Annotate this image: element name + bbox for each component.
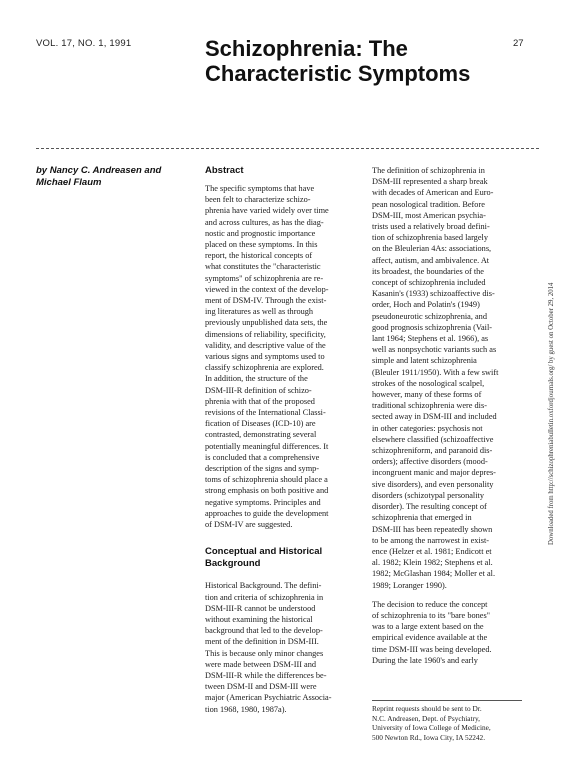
- text-line: what constitutes the "characteristic: [205, 262, 321, 272]
- text-line: of schizophrenia to its "bare bones": [372, 610, 491, 620]
- article-title-line: Characteristic Symptoms: [205, 61, 471, 86]
- text-line: 1989; Loranger 1990).: [372, 580, 447, 590]
- text-line: DSM-III, most American psychia-: [372, 210, 486, 220]
- text-line: phrenia have varied widely over time: [205, 206, 329, 216]
- text-line: traditional schizophrenia were dis-: [372, 401, 487, 411]
- text-line: to be among the narrowest in exist-: [372, 535, 490, 545]
- text-line: Reprint requests should be sent to Dr.: [372, 704, 482, 713]
- section-heading: [205, 546, 357, 570]
- text-line: however, many of these forms of: [372, 390, 482, 400]
- text-line: lant 1964; Stephens et al. 1966), as: [372, 334, 489, 344]
- text-line: well as nonpsychotic variants such as: [372, 345, 497, 355]
- abstract-body: [205, 183, 357, 530]
- text-line: potentially meaningful differences. It: [205, 441, 329, 451]
- download-notice-text: Downloaded from http://schizophreniabulletin.oxfordjournals.org/ by guest on October 29, 2014: [548, 282, 555, 545]
- section-heading-line: Background: [205, 558, 261, 570]
- text-line: nostic and prognostic importance: [205, 228, 316, 238]
- text-line: its broadest, the boundaries of the: [372, 266, 484, 276]
- text-line: affect, autism, and ambivalence. At: [372, 255, 490, 265]
- text-line: been felt to characterize schizo-: [205, 195, 311, 205]
- text-line: The decision to reduce the concept: [372, 599, 488, 609]
- text-line: fication of Diseases (ICD-10) are: [205, 419, 316, 429]
- column-left: [205, 165, 357, 715]
- text-line: classify schizophrenia are explored.: [205, 363, 324, 373]
- text-line: toms of schizophrenia should place a: [205, 475, 328, 485]
- text-line: In addition, the structure of the: [205, 374, 308, 384]
- text-line: of DSM-IV are suggested.: [205, 520, 293, 530]
- article-title: [205, 36, 535, 86]
- section-body: [205, 580, 357, 714]
- text-line: with decades of American and Euro-: [372, 188, 494, 198]
- text-line: and across cultures, as has the diag-: [205, 217, 324, 227]
- text-line: disorders (schizotypal personality: [372, 490, 484, 500]
- text-line: in other categories: psychosis not: [372, 423, 483, 433]
- text-line: disorder). The resulting concept of: [372, 502, 487, 512]
- text-line: good prognosis schizophrenia (Vail-: [372, 322, 493, 332]
- text-line: pean nosological tradition. Before: [372, 199, 485, 209]
- text-line: negative symptoms. Principles and: [205, 497, 321, 507]
- text-line: sected away in DSM-III and included: [372, 412, 497, 422]
- text-line: strong emphasis on both positive and: [205, 486, 329, 496]
- text-line: simple and latent schizophrenia: [372, 356, 477, 366]
- text-line: empirical evidence available at the: [372, 633, 488, 643]
- text-line: without examining the historical: [205, 614, 313, 624]
- text-line: phrenia with that of the proposed: [205, 396, 315, 406]
- text-line: elsewhere classified (schizoaffective: [372, 434, 494, 444]
- text-line: DSM-III-R cannot be understood: [205, 603, 316, 613]
- text-line: orders); affective disorders (mood-: [372, 457, 488, 467]
- text-line: DSM-III-R definition of schizo-: [205, 385, 312, 395]
- authors: [36, 165, 186, 189]
- article-title-line: Schizophrenia: The: [205, 36, 408, 61]
- text-line: Historical Background. The defini-: [205, 581, 322, 591]
- text-line: was to a large extent based on the: [372, 622, 484, 632]
- body-paragraph: [372, 599, 522, 666]
- text-line: on the Bleulerian 4As: associations,: [372, 244, 492, 254]
- text-line: tion and criteria of schizophrenia in: [205, 592, 324, 602]
- text-line: contrasted, demonstrating several: [205, 430, 317, 440]
- text-line: placed on these symptoms. In this: [205, 240, 318, 250]
- footnote-body: [372, 704, 522, 742]
- text-line: were made between DSM-III and: [205, 659, 317, 669]
- text-line: University of Iowa College of Medicine,: [372, 723, 491, 733]
- text-line: validity, and descriptive value of the: [205, 340, 326, 350]
- text-line: various signs and symptoms used to: [205, 352, 325, 362]
- authors-line: by Nancy C. Andreasen and: [36, 165, 162, 176]
- text-line: previously unpublished data sets, the: [205, 318, 328, 328]
- body-paragraph: [372, 165, 522, 591]
- text-line: revisions of the International Classi-: [205, 408, 326, 418]
- text-line: The definition of schizophrenia in: [372, 166, 485, 175]
- page-number: 27: [513, 38, 524, 49]
- title-divider: [36, 148, 539, 149]
- text-line: schizophrenia that emerged in: [372, 513, 472, 523]
- section-heading-line: Conceptual and Historical: [205, 546, 323, 558]
- text-line: This is because only minor changes: [205, 648, 324, 658]
- text-line: concept of schizophrenia included: [372, 278, 486, 288]
- text-line: pseudoneurotic schizophrenia, and: [372, 311, 487, 321]
- text-line: major (American Psychiatric Associa-: [205, 693, 332, 703]
- text-line: description of the signs and symp-: [205, 464, 320, 474]
- reprint-footnote: [372, 700, 522, 742]
- text-line: DSM-III-R while the differences be-: [205, 670, 327, 680]
- paragraph-gap: [372, 591, 522, 599]
- text-line: (Bleuler 1911/1950). With a few swift: [372, 367, 499, 377]
- text-line: ence (Helzer et al. 1981; Endicott et: [372, 546, 492, 556]
- text-line: The specific symptoms that have: [205, 184, 315, 193]
- text-line: N.C. Andreasen, Dept. of Psychiatry,: [372, 713, 480, 723]
- column-right: [372, 165, 522, 666]
- text-line: sive disorders), and even personality: [372, 479, 494, 489]
- text-line: is concluded that a comprehensive: [205, 452, 320, 462]
- text-line: incongruent manic and major depres-: [372, 468, 496, 478]
- text-line: tion of schizophrenia based largely: [372, 233, 488, 243]
- text-line: 500 Newton Rd., Iowa City, IA 52242.: [372, 732, 486, 742]
- text-line: ment of DSM-IV. Through the exist-: [205, 296, 327, 306]
- text-line: schizophreniform, and paranoid dis-: [372, 446, 493, 456]
- text-line: order, Hoch and Polatin's (1949): [372, 300, 480, 310]
- authors-line: Michael Flaum: [36, 177, 102, 188]
- text-line: ment of the definition in DSM-III.: [205, 637, 319, 647]
- text-line: 1982; McGlashan 1984; Moller et al.: [372, 569, 496, 579]
- text-line: dimensions of reliability, specificity,: [205, 329, 326, 339]
- text-line: time DSM-III was being developed.: [372, 644, 492, 654]
- text-line: approaches to guide the development: [205, 508, 329, 518]
- text-line: ing literatures as well as through: [205, 307, 314, 317]
- text-line: trists used a relatively broad defini-: [372, 222, 490, 232]
- text-line: symptoms" of schizophrenia are re-: [205, 273, 324, 283]
- text-line: background that led to the develop-: [205, 626, 323, 636]
- text-line: DSM-III has been repeatedly shown: [372, 524, 493, 534]
- text-line: DSM-III represented a sharp break: [372, 177, 488, 187]
- text-line: report, the historical concepts of: [205, 251, 313, 261]
- text-line: al. 1982; Klein 1982; Stephens et al.: [372, 558, 493, 568]
- abstract-heading: Abstract: [205, 165, 244, 176]
- journal-volume: VOL. 17, NO. 1, 1991: [36, 38, 132, 49]
- text-line: viewed in the context of the develop-: [205, 284, 329, 294]
- text-line: Kasanin's (1933) schizoaffective dis-: [372, 289, 495, 299]
- download-notice: [548, 205, 560, 545]
- text-line: strokes of the nosological scalpel,: [372, 378, 485, 388]
- text-line: tween DSM-II and DSM-III were: [205, 682, 317, 692]
- text-line: During the late 1960's and early: [372, 655, 478, 665]
- text-line: tion 1968, 1980, 1987a).: [205, 704, 287, 714]
